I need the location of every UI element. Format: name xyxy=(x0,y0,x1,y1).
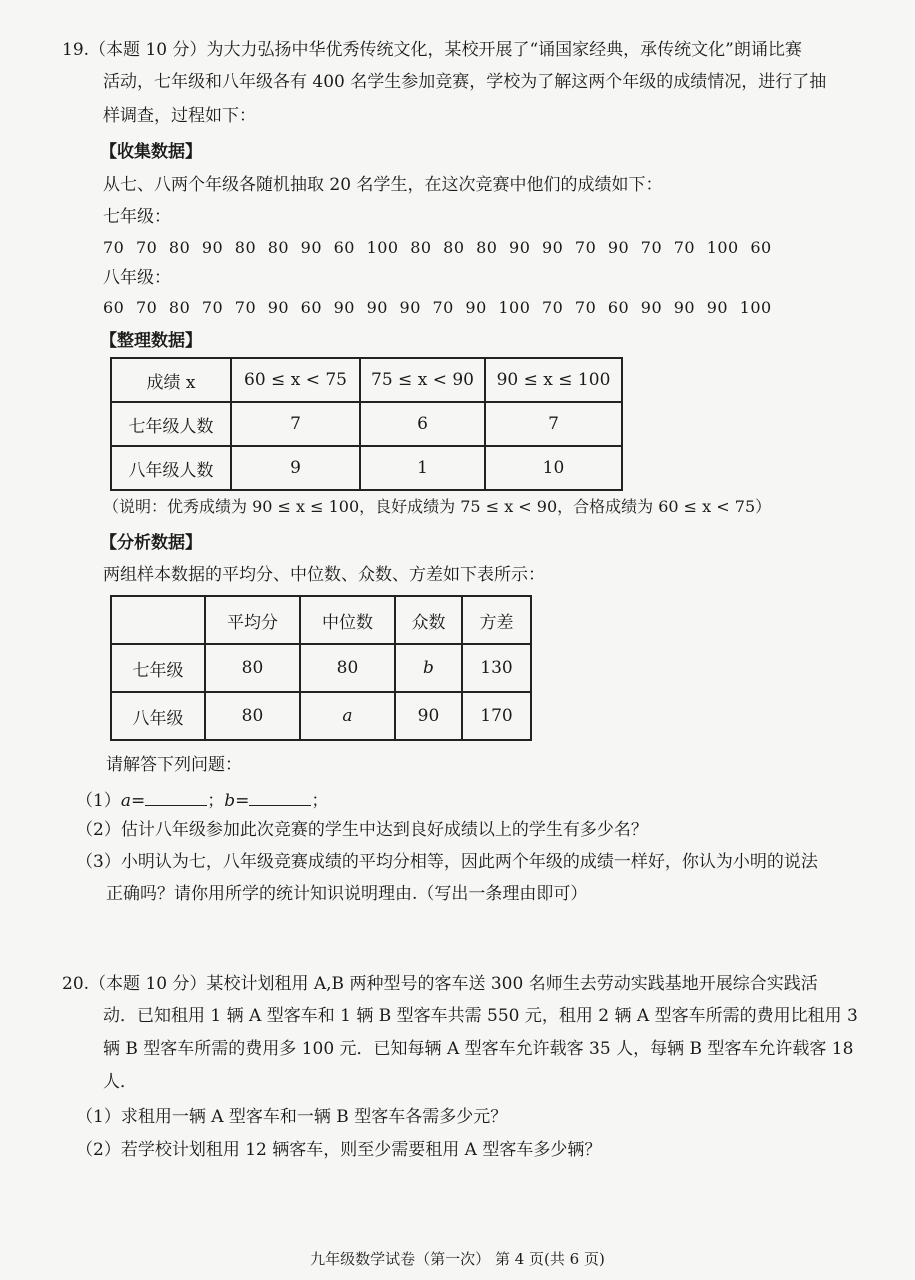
table-cell: 7 xyxy=(231,402,360,446)
frequency-table xyxy=(110,357,623,491)
table-header-cell: 90 ≤ x ≤ 100 xyxy=(485,358,622,402)
table-cell: 1 xyxy=(360,446,485,490)
analyze-text: 两组样本数据的平均分、中位数、众数、方差如下表所示： xyxy=(103,565,545,585)
table-cell: 10 xyxy=(485,446,622,490)
analyze-heading: 【分析数据】 xyxy=(100,533,202,553)
table-cell: 9 xyxy=(231,446,360,490)
q19-line-1: 19.（本题 10 分）为大力弘扬中华优秀传统文化，某校开展了“诵国家经典，承传统文化”朗诵比赛 xyxy=(62,40,802,60)
sub-question-3-line-1: （3）小明认为七，八年级竞赛成绩的平均分相等，因此两个年级的成绩一样好，你认为小明的说法 xyxy=(76,852,818,872)
statistics-table xyxy=(110,595,532,741)
sub1-prefix: （1） xyxy=(76,791,121,811)
table-cell: 七年级人数 xyxy=(111,402,231,446)
table-header-cell: 中位数 xyxy=(300,596,395,644)
grade7-scores: 70 70 80 90 80 80 90 60 100 80 80 80 90 90 70 90 70 70 100 60 xyxy=(103,238,772,257)
table-cell: 80 xyxy=(205,692,300,740)
table-row xyxy=(111,596,531,644)
table-cell: 6 xyxy=(360,402,485,446)
table-row xyxy=(111,402,622,446)
sub1-sep: ； xyxy=(207,791,225,811)
grade7-label: 七年级： xyxy=(103,207,171,227)
table-header-cell: 众数 xyxy=(395,596,462,644)
q20-line-1: 20.（本题 10 分）某校计划租用 A,B 两种型号的客车送 300 名师生去劳动实践基地开展综合实践活 xyxy=(62,974,818,994)
table-cell: 7 xyxy=(485,402,622,446)
sub-question-1 xyxy=(76,787,328,813)
sub-question-3-line-2: 正确吗？请你用所学的统计知识说明理由.（写出一条理由即可） xyxy=(106,884,588,904)
table-cell: 80 xyxy=(300,644,395,692)
table-cell: b xyxy=(395,644,462,692)
grade8-scores: 60 70 80 70 70 90 60 90 90 90 70 90 100 70 70 60 90 90 90 100 xyxy=(103,298,772,317)
q20-line-2: 动．已知租用 1 辆 A 型客车和 1 辆 B 型客车共需 550 元，租用 2 辆 A 型客车所需的费用比租用 3 xyxy=(103,1006,858,1026)
table-row xyxy=(111,446,622,490)
table-row xyxy=(111,692,531,740)
table-header-cell: 平均分 xyxy=(205,596,300,644)
answer-blank-b[interactable] xyxy=(249,787,311,806)
table-cell: 八年级人数 xyxy=(111,446,231,490)
table-cell: 90 xyxy=(395,692,462,740)
table-header-cell: 60 ≤ x < 75 xyxy=(231,358,360,402)
answer-blank-a[interactable] xyxy=(145,787,207,806)
q20-line-4: 人． xyxy=(103,1072,137,1092)
table-row xyxy=(111,358,622,402)
table-header-cell: 成绩 x xyxy=(111,358,231,402)
organize-heading: 【整理数据】 xyxy=(100,331,202,351)
collect-heading: 【收集数据】 xyxy=(100,142,202,162)
table-header-cell: 方差 xyxy=(462,596,531,644)
table-cell: 八年级 xyxy=(111,692,205,740)
table-cell: 80 xyxy=(205,644,300,692)
table-cell: 170 xyxy=(462,692,531,740)
var-a: a= xyxy=(120,791,146,811)
q19-line-2: 活动，七年级和八年级各有 400 名学生参加竞赛，学校为了解这两个年级的成绩情况，进行了抽 xyxy=(103,72,827,92)
grade-note: （说明：优秀成绩为 90 ≤ x ≤ 100，良好成绩为 75 ≤ x < 90，合格成绩为 60 ≤ x < 75） xyxy=(103,497,772,516)
table-header-cell: 75 ≤ x < 90 xyxy=(360,358,485,402)
collect-text: 从七、八两个年级各随机抽取 20 名学生，在这次竞赛中他们的成绩如下： xyxy=(103,175,663,195)
table-row xyxy=(111,644,531,692)
var-b: b= xyxy=(224,791,250,811)
sub-question-2: （2）估计八年级参加此次竞赛的学生中达到良好成绩以上的学生有多少名？ xyxy=(76,820,648,840)
prompt: 请解答下列问题： xyxy=(106,755,242,775)
q19-line-3: 样调查，过程如下： xyxy=(103,106,256,126)
q20-sub-question-2: （2）若学校计划租用 12 辆客车，则至少需要租用 A 型客车多少辆？ xyxy=(76,1140,602,1160)
q20-line-3: 辆 B 型客车所需的费用多 100 元．已知每辆 A 型客车允许载客 35 人，每辆 B 型客车允许载客 18 xyxy=(103,1039,854,1059)
table-cell: 130 xyxy=(462,644,531,692)
sub1-end: ； xyxy=(311,791,329,811)
grade8-label: 八年级： xyxy=(103,268,171,288)
table-cell: a xyxy=(300,692,395,740)
page-footer: 九年级数学试卷（第一次） 第 4 页(共 6 页) xyxy=(310,1250,605,1268)
table-cell: 七年级 xyxy=(111,644,205,692)
table-header-cell xyxy=(111,596,205,644)
q20-sub-question-1: （1）求租用一辆 A 型客车和一辆 B 型客车各需多少元？ xyxy=(76,1107,508,1127)
